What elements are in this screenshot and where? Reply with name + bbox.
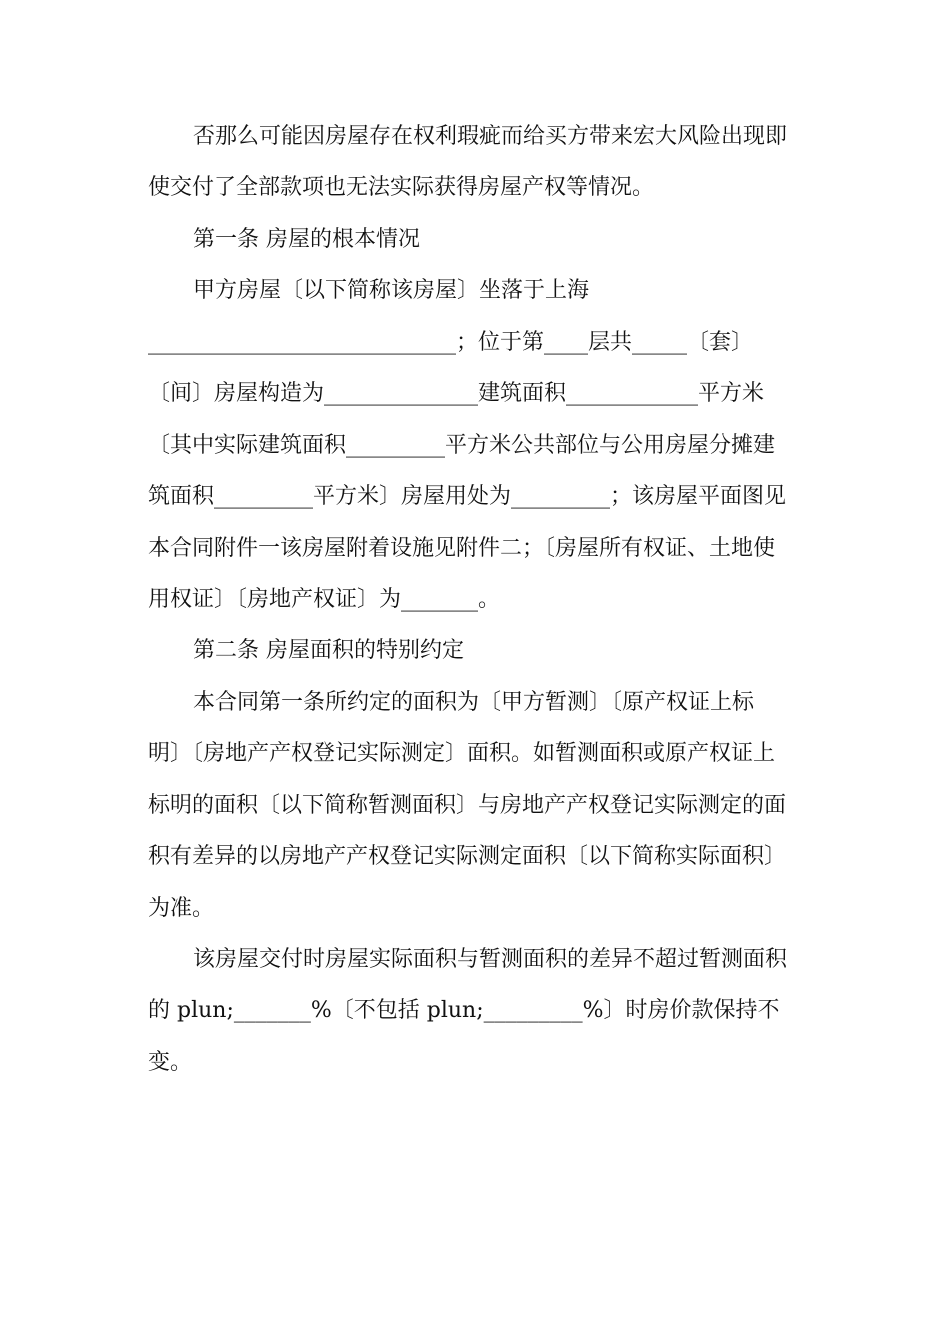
text-line-18: 的 plun;_______%〔不包括 plun;_________%〕时房价款保持不 (148, 998, 780, 1023)
text-line-17: 该房屋交付时房屋实际面积与暂测面积的差异不超过暂测面积 (193, 947, 788, 972)
text-line-10: 用权证〕〔房地产权证〕为_______。 (148, 587, 501, 612)
text-line-16: 为准。 (148, 896, 215, 921)
article-2-heading: 第二条 房屋面积的特别约定 (193, 638, 464, 663)
article-1-heading: 第一条 房屋的根本情况 (193, 227, 420, 252)
text-line-9: 本合同附件一该房屋附着设施见附件二；〔房屋所有权证、土地使 (148, 536, 776, 561)
text-line-12: 本合同第一条所约定的面积为〔甲方暂测〕〔原产权证上标 (193, 690, 755, 715)
text-line-19: 变。 (148, 1050, 193, 1075)
text-line-15: 积有差异的以房地产产权登记实际测定面积〔以下简称实际面积〕 (148, 844, 787, 869)
text-line-1: 否那么可能因房屋存在权利瑕疵而给买方带来宏大风险出现即 (193, 124, 788, 149)
text-line-7: 〔其中实际建筑面积_________平方米公共部位与公用房屋分摊建 (148, 433, 776, 458)
text-line-2: 使交付了全部款项也无法实际获得房屋产权等情况。 (148, 175, 655, 200)
text-line-6: 〔间〕房屋构造为______________建筑面积____________平方米 (148, 381, 765, 406)
text-line-4: 甲方房屋〔以下简称该房屋〕坐落于上海 (193, 278, 590, 303)
text-line-5: ____________________________；位于第____层共_____〔套〕 (148, 330, 754, 355)
text-line-8: 筑面积_________平方米〕房屋用处为_________；该房屋平面图见 (148, 484, 787, 509)
text-line-13: 明〕〔房地产产权登记实际测定〕面积。如暂测面积或原产权证上 (148, 741, 776, 766)
text-line-14: 标明的面积〔以下简称暂测面积〕与房地产产权登记实际测定的面 (148, 793, 787, 818)
